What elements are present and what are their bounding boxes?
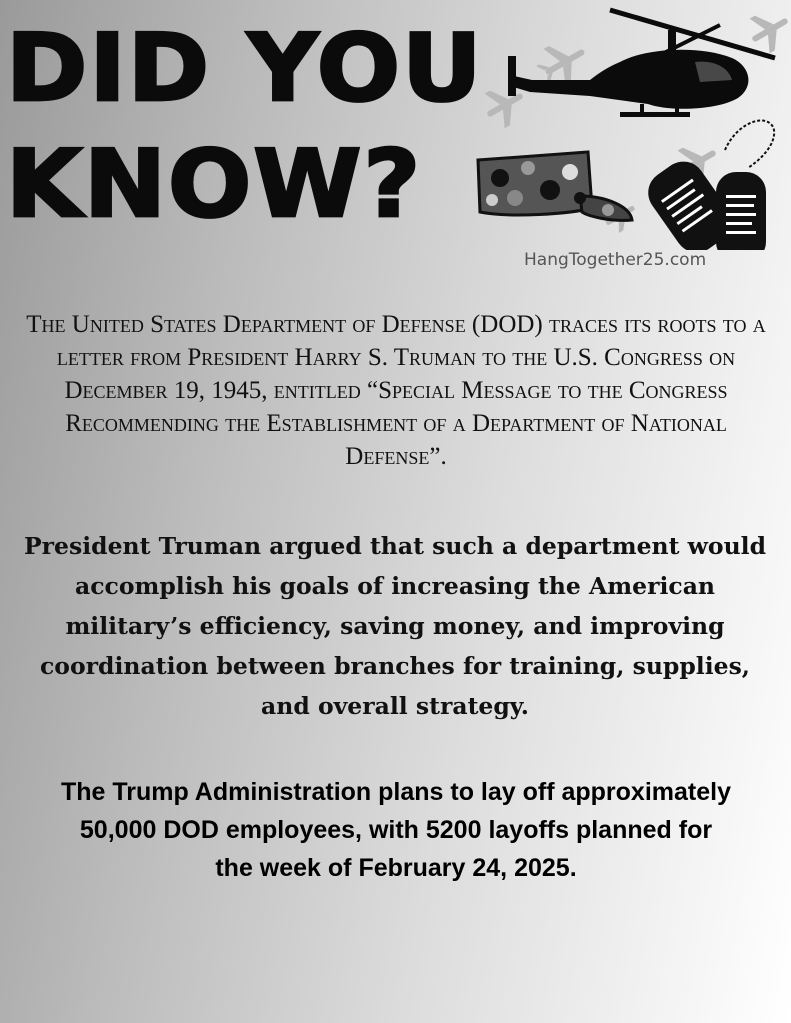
headline-line-1: DID YOU — [6, 14, 484, 123]
paragraph-layoffs: The Trump Administration plans to lay off approximately 50,000 DOD employees, with 5200 layoffs planned for the week of February 24, 2025. — [61, 778, 731, 882]
website-url: HangTogether25.com — [524, 250, 707, 270]
dog-tags-icon — [640, 120, 775, 250]
paragraph-dod-history: The United States Department of Defense (DOD) traces its roots to a letter from President Harry S. Truman to the U.S. Congress on December 19, 1945, entitled “Special Message to the Congress Recommending the Establishment of a Department of National Defense”. — [26, 311, 766, 470]
military-illustration — [470, 0, 791, 250]
paragraph-truman-goals: President Truman argued that such a department would accomplish his goals of increasing the American military’s efficiency, saving money, and improving coordination between branches for training, supplies, and overall strategy. — [23, 532, 767, 720]
helicopter-icon — [508, 10, 775, 117]
headline-line-2: KNOW? — [6, 130, 423, 239]
camouflage-cap-icon — [478, 152, 632, 220]
